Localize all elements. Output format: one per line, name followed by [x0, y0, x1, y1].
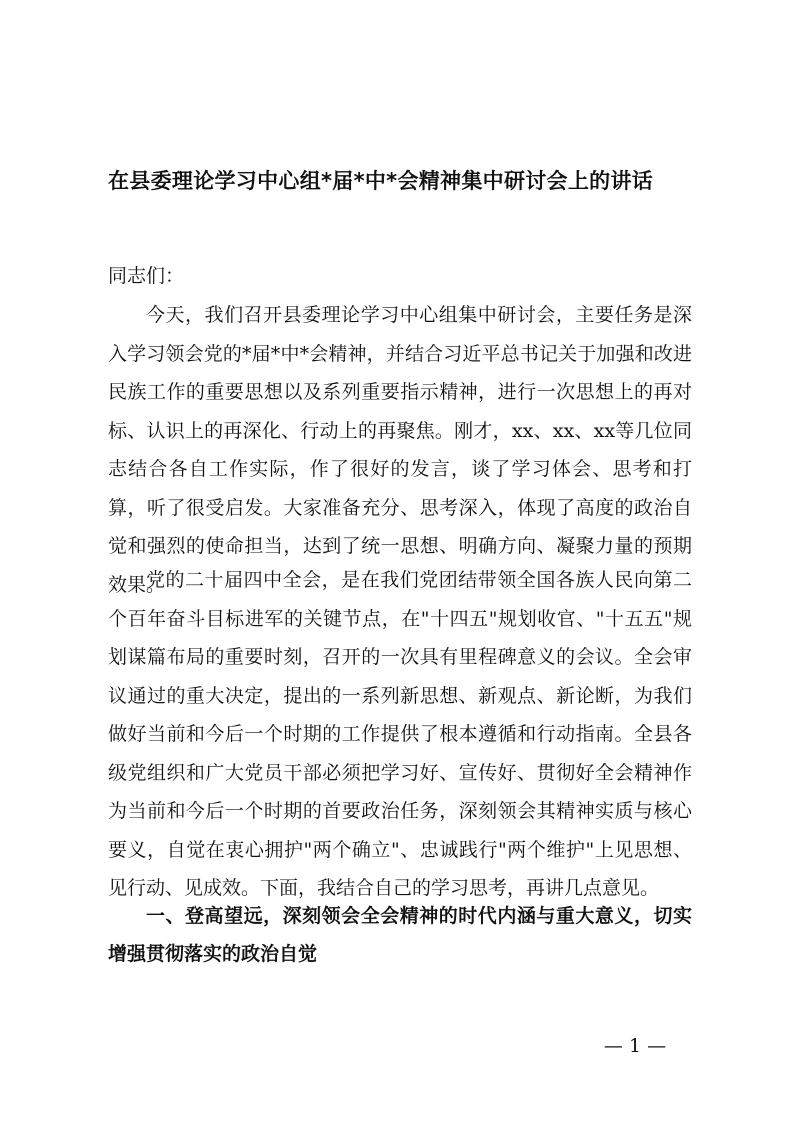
section-heading-1: 一、登高望远，深刻领会全会精神的时代内涵与重大意义，切实增强贯彻落实的政治自觉 [108, 905, 692, 965]
paragraph-plenary-session: 党的二十届四中全会，是在我们党团结带领全国各族人民向第二个百年奋斗目标进军的关键节点，在"十四五"规划收官、"十五五"规划谋篇布局的重要时刻，召开的一次具有里程碑意义的会议。全会审议通过的重大决定，提出的一系列新思想、新观点、新论断，为我们做好当前和今后一个时期的工作提供了根本遵循和行动指南。全县各级党组织和广大党员干部必须把学习好、宣传好、贯彻好全会精神作为当前和今后一个时期的首要政治任务，深刻领会其精神实质与核心要义，自觉在衷心拥护"两个确立"、忠诚践行"两个维护"上见思想、见行动、见成效。下面，我结合自己的学习思考，再讲几点意见。 [108, 569, 692, 899]
salutation: 同志们： [108, 265, 185, 287]
page-title: 在县委理论学习中心组*届*中*会精神集中研讨会上的讲话 [108, 169, 654, 193]
paragraph-opening: 今天，我们召开县委理论学习中心组集中研讨会，主要任务是深入学习领会党的*届*中*会精神，并结合习近平总书记关于加强和改进民族工作的重要思想以及系列重要指示精神，进行一次思想上的再对标、认识上的再深化、行动上的再聚焦。刚才，xx、xx、xx等几位同志结合各自工作实际，作了很好的发言，谈了学习体会、思考和打算，听了很受启发。大家准备充分、思考深入，体现了高度的政治自觉和强烈的使命担当，达到了统一思想、明确方向、凝聚力量的预期效果。 [108, 304, 692, 596]
page-number: — 1 — [603, 1035, 667, 1057]
